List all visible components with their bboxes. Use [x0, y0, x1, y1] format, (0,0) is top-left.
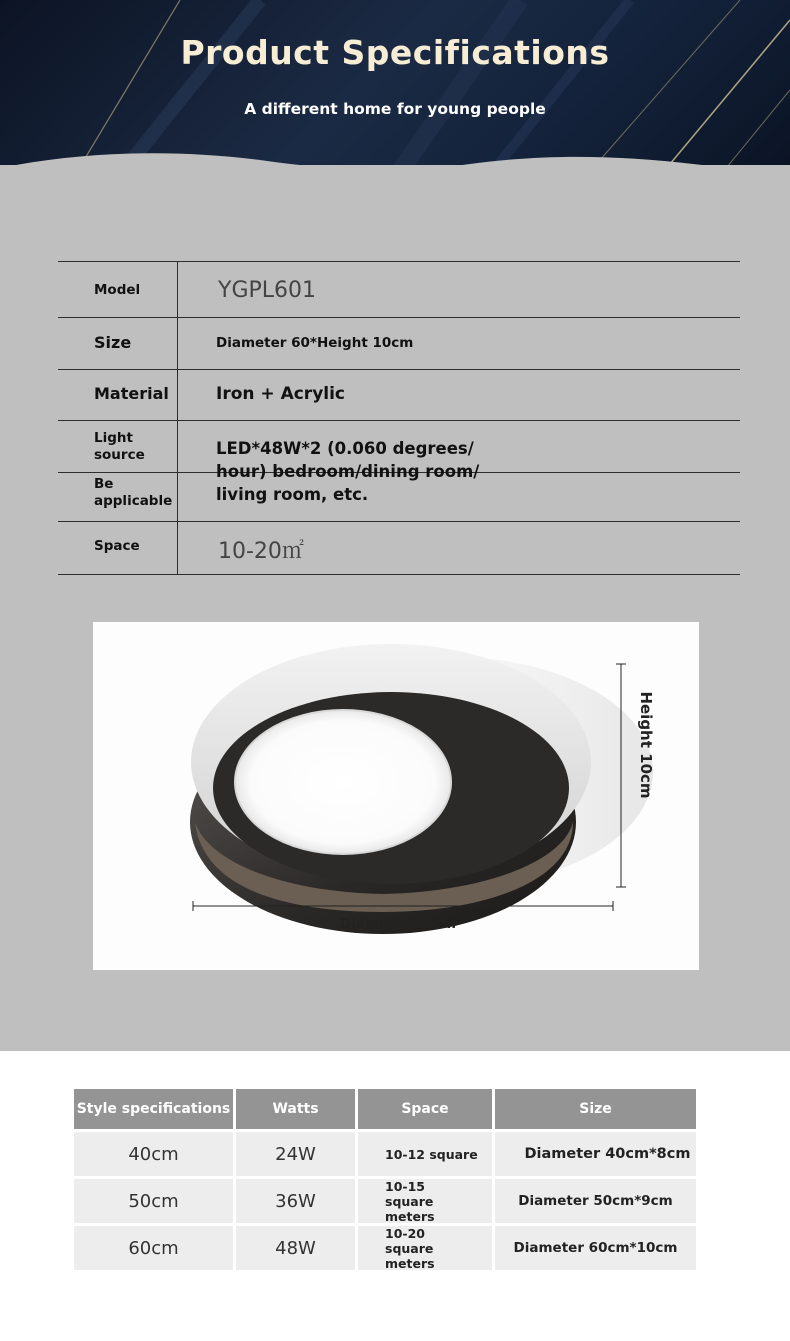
- table-cell: 36W: [236, 1179, 355, 1223]
- product-photo: [93, 622, 699, 970]
- spec-value-material: Iron + Acrylic: [216, 384, 346, 404]
- spec-label-be-applicable: Be applicable: [94, 476, 173, 509]
- spec-label-space: Space: [94, 538, 140, 554]
- spec-label-model: Model: [94, 282, 141, 298]
- table-header: Watts: [236, 1089, 355, 1129]
- page-title: Product Specifications: [180, 33, 610, 72]
- wave-divider: [0, 150, 790, 190]
- table-cell: 10-12 square: [358, 1132, 492, 1176]
- table-cell: Diameter 60cm*10cm: [495, 1226, 696, 1270]
- table-header: Style specifications: [74, 1089, 233, 1129]
- divider: [58, 420, 740, 421]
- spec-label-light-source: Light source: [94, 430, 145, 463]
- divider: [58, 369, 740, 370]
- diameter-dimension-label: Diameter 60cm: [340, 916, 456, 932]
- spec-value-size: Diameter 60*Height 10cm: [216, 335, 414, 351]
- spec-label-material: Material: [94, 384, 169, 403]
- spec-value-light-source: LED*48W*2 (0.060 degrees/ hour) bedroom/dining room/ living room, etc.: [216, 439, 480, 504]
- table-cell: 48W: [236, 1226, 355, 1270]
- table-header: Size: [495, 1089, 696, 1129]
- table-cell: 24W: [236, 1132, 355, 1176]
- divider: [58, 574, 740, 575]
- spec-label-size: Size: [94, 333, 132, 352]
- column-divider: [177, 261, 178, 575]
- height-dimension-label: Height 10cm: [637, 691, 655, 799]
- table-cell: 40cm: [74, 1132, 233, 1176]
- spec-table: [58, 261, 740, 575]
- table-cell: Diameter 40cm*8cm: [495, 1132, 696, 1176]
- table-cell: 10-20 square meters: [358, 1226, 492, 1270]
- table-cell: 10-15 square meters: [358, 1179, 492, 1223]
- divider: [58, 317, 740, 318]
- divider: [58, 261, 740, 262]
- page-subtitle: A different home for young people: [244, 100, 546, 118]
- table-cell: 60cm: [74, 1226, 233, 1270]
- divider: [58, 521, 740, 522]
- table-header: Space: [358, 1089, 492, 1129]
- table-cell: 50cm: [74, 1179, 233, 1223]
- spec-value-model: YGPL601: [218, 278, 317, 303]
- table-cell: Diameter 50cm*9cm: [495, 1179, 696, 1223]
- spec-value-space: 10-20㎡: [218, 539, 304, 564]
